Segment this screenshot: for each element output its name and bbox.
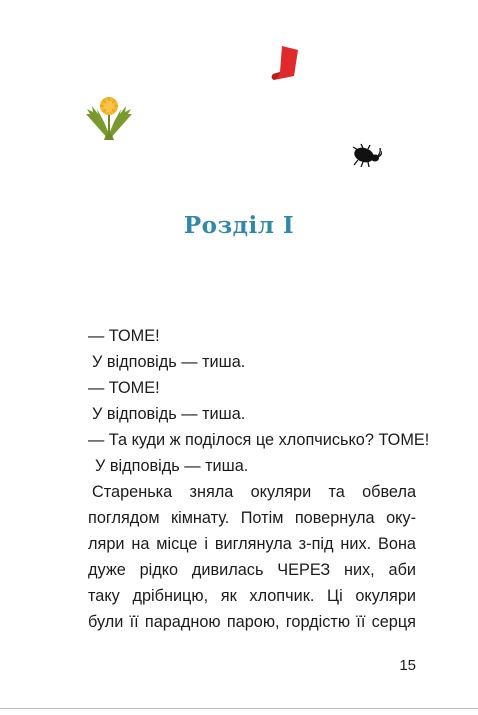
page-bottom-divider [0, 708, 478, 709]
dialogue-line: — ТОМЕ! [88, 327, 160, 345]
page-number: 15 [399, 657, 416, 674]
paragraph-line: поглядом кімнату. Потім повернула оку- [88, 509, 416, 527]
paragraph-line: були її парадною парою, гордістю її серця [88, 613, 416, 631]
red-paper-scrap-icon [268, 44, 300, 82]
dialogue-line: У відповідь — тиша. [92, 405, 246, 423]
dialogue-line: У відповідь — тиша. [95, 457, 249, 475]
beetle-icon [350, 143, 382, 167]
dialogue-line: У відповідь — тиша. [92, 353, 246, 371]
paragraph-line: таку дрібницю, як хлопчик. Ці окуляри [88, 587, 416, 605]
dialogue-line: — ТОМЕ! [88, 379, 160, 397]
paragraph-line: дуже рідко дивилась ЧЕРЕЗ них, аби [88, 561, 416, 579]
paragraph-line: Старенька зняла окуляри та обвела [92, 483, 416, 501]
body-text [88, 323, 430, 635]
dialogue-line: — Та куди ж поділося це хлопчисько? ТОМЕ! [88, 431, 430, 449]
paragraph-line: ляри на місце і виглянула з-під них. Вона [88, 535, 416, 553]
chapter-title: Розділ І [183, 212, 295, 239]
dandelion-icon [80, 96, 138, 142]
